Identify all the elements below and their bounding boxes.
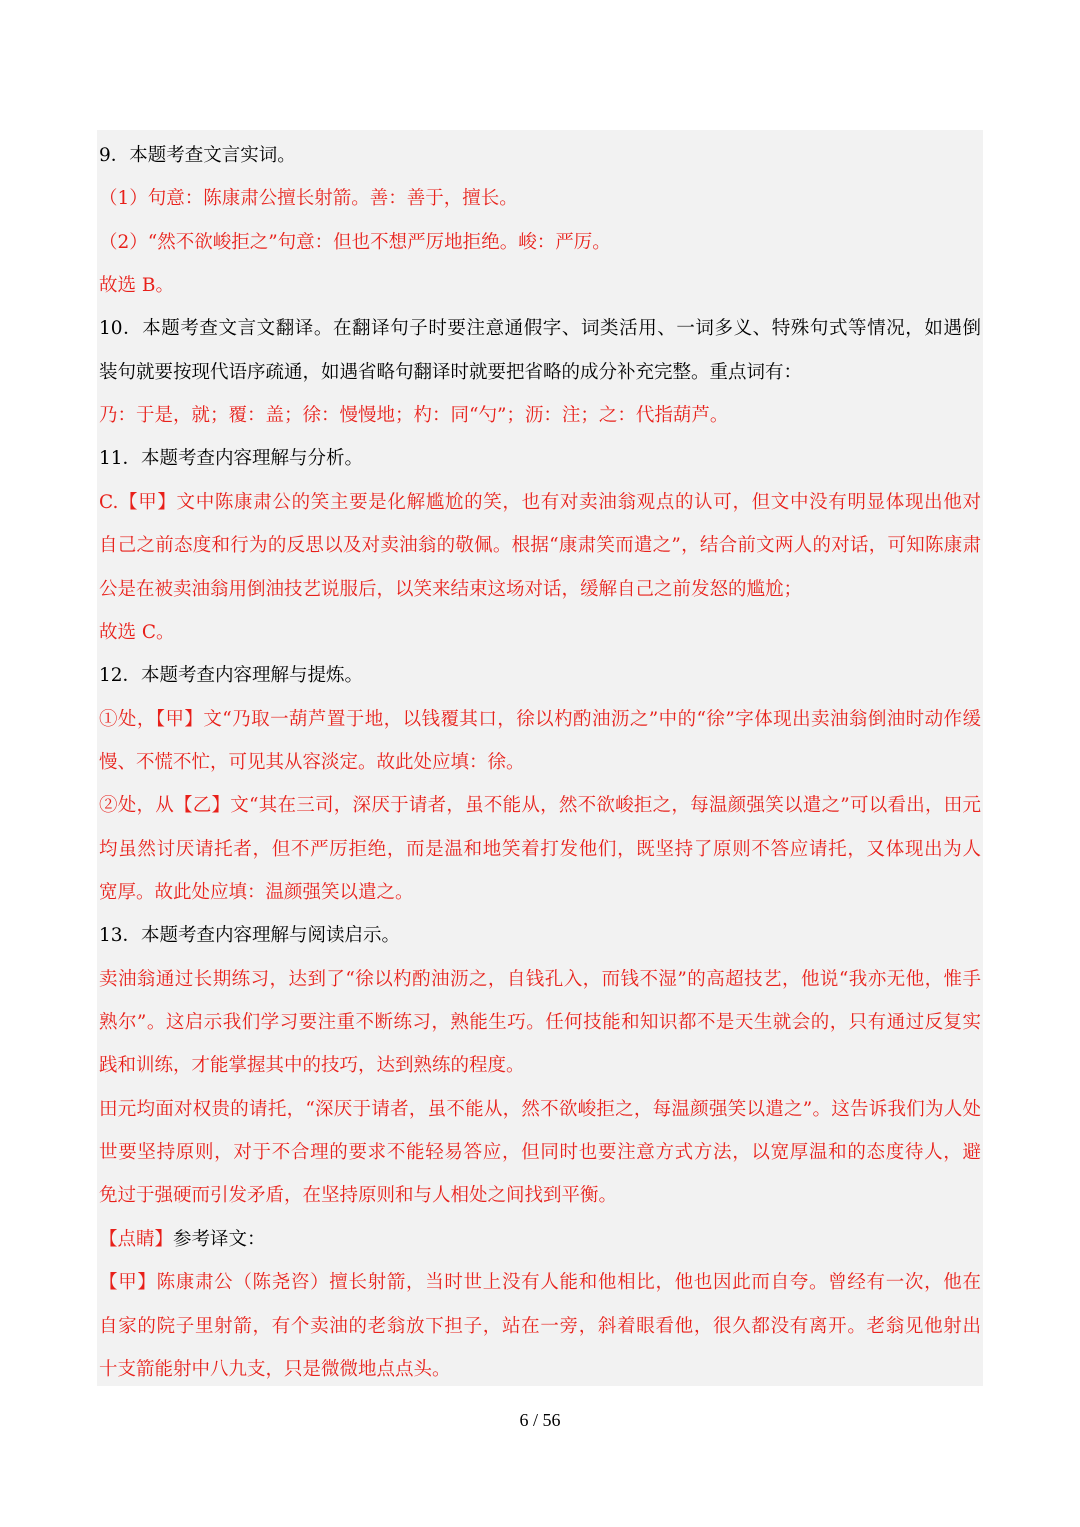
text-line: （1）句意：陈康肃公擅长射箭。善：善于，擅长。 [99, 188, 518, 210]
text-line: 乃：于是，就；覆：盖；徐：慢慢地；杓：同“勺”；沥：注；之：代指葫芦。 [99, 405, 729, 427]
text-line: ②处，从【乙】文“其在三司，深厌于请者，虽不能从，然不欲峻拒之，每温颜强笑以遣之”可以看出，田元 [99, 795, 981, 817]
tag-label: 【点睛】 [99, 1228, 174, 1250]
text-line: 十支箭能射中八九支，只是微微地点点头。 [99, 1358, 451, 1380]
text-line: （2）“然不欲峻拒之”句意：但也不想严厉地拒绝。峻：严厉。 [99, 231, 611, 253]
text-line: 11．本题考查内容理解与分析。 [99, 448, 364, 470]
text-line: 10．本题考查文言文翻译。在翻译句子时要注意通假字、词类活用、一词多义、特殊句式等情况，如遇倒 [99, 318, 981, 340]
text-line: 9．本题考查文言实词。 [99, 145, 296, 166]
text-line: 践和训练，才能掌握其中的技巧，达到熟练的程度。 [99, 1055, 525, 1077]
label-text: 参考译文： [173, 1228, 266, 1250]
text-line: 慢、不慌不忙，可见其从容淡定。故此处应填：徐。 [99, 751, 525, 773]
text-line: 12．本题考查内容理解与提炼。 [99, 665, 364, 687]
text-line: 自家的院子里射箭，有个卖油的老翁放下担子，站在一旁，斜着眼看他，很久都没有离开。老翁见他射出 [99, 1315, 981, 1337]
text-line: 自己之前态度和行为的反思以及对卖油翁的敬佩。根据“康肃笑而遣之”，结合前文两人的对话，可知陈康肃 [99, 535, 981, 557]
text-line: ①处，【甲】文“乃取一葫芦置于地，以钱覆其口，徐以杓酌油沥之”中的“徐”字体现出卖油翁倒油时动作缓 [99, 708, 981, 730]
text-line: 装句就要按现代语序疏通，如遇省略句翻译时就要把省略的成分补充完整。重点词有： [99, 361, 803, 383]
text-line: 故选 C。 [99, 621, 175, 643]
text-line: 免过于强硬而引发矛盾，在坚持原则和与人相处之间找到平衡。 [99, 1185, 618, 1207]
text-line [99, 1228, 981, 1252]
text-line: 13．本题考查内容理解与阅读启示。 [99, 925, 401, 947]
text-line: 【甲】陈康肃公（陈尧咨）擅长射箭，当时世上没有人能和他相比，他也因此而自夸。曾经有一次，他在 [99, 1272, 981, 1294]
text-line: 熟尔”。这启示我们学习要注重不断练习，熟能生巧。任何技能和知识都不是天生就会的，只有通过反复实 [99, 1012, 981, 1033]
text-line: C.【甲】文中陈康肃公的笑主要是化解尴尬的笑，也有对卖油翁观点的认可，但文中没有明显体现出他对 [99, 491, 981, 513]
text-line: 均虽然讨厌请托者，但不严厉拒绝，而是温和地笑着打发他们，既坚持了原则不答应请托，又体现出为人 [99, 838, 981, 860]
text-line: 世要坚持原则，对于不合理的要求不能轻易答应，但同时也要注意方式方法，以宽厚温和的态度待人，避 [99, 1142, 981, 1164]
page-number: 6 / 56 [519, 1410, 561, 1430]
text-line: 宽厚。故此处应填：温颜强笑以遣之。 [99, 882, 414, 903]
text-line: 故选 B。 [99, 275, 174, 297]
text-line: 卖油翁通过长期练习，达到了“徐以杓酌油沥之，自钱孔入，而钱不湿”的高超技艺，他说“我亦无他，惟手 [99, 968, 981, 990]
text-line: 公是在被卖油翁用倒油技艺说服后，以笑来结束这场对话，缓解自己之前发怒的尴尬； [99, 578, 803, 600]
text-line: 田元均面对权贵的请托，“深厌于请者，虽不能从，然不欲峻拒之，每温颜强笑以遣之”。这告诉我们为人处 [99, 1098, 981, 1120]
